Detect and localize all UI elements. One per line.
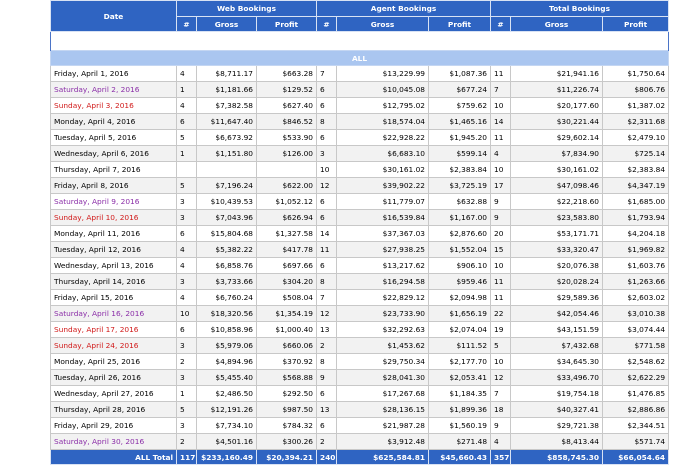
agent-profit-cell: $2,876.60 [429, 226, 491, 242]
total-gross-cell: $21,941.16 [511, 66, 603, 82]
total-profit-cell: $1,793.94 [603, 210, 669, 226]
row-date-cell: Friday, April 29, 2016 [51, 418, 177, 434]
web-count-cell: 2 [177, 354, 197, 370]
total-count-cell: 17 [491, 178, 511, 194]
agent-profit-cell: $1,945.20 [429, 130, 491, 146]
total-profit-cell: $2,603.02 [603, 290, 669, 306]
web-profit-cell [257, 162, 317, 178]
web-profit-cell: $784.32 [257, 418, 317, 434]
row-date-cell: Sunday, April 10, 2016 [51, 210, 177, 226]
row-date-cell: Thursday, April 14, 2016 [51, 274, 177, 290]
agent-profit-cell: $2,074.04 [429, 322, 491, 338]
agent-count-cell: 6 [317, 418, 337, 434]
agent-gross-cell: $27,938.25 [337, 242, 429, 258]
total-gross-cell: $29,602.14 [511, 130, 603, 146]
total-gross-cell: $20,076.38 [511, 258, 603, 274]
web-profit-cell: $1,327.58 [257, 226, 317, 242]
total-profit-cell: $1,263.66 [603, 274, 669, 290]
web-gross-cell: $7,734.10 [197, 418, 257, 434]
web-count-cell: 5 [177, 130, 197, 146]
agent-count-cell: 9 [317, 370, 337, 386]
agent-count-cell: 6 [317, 130, 337, 146]
web-count-cell: 4 [177, 242, 197, 258]
web-gross-cell: $1,151.80 [197, 146, 257, 162]
agent-profit-cell: $1,899.36 [429, 402, 491, 418]
table-row [51, 258, 669, 274]
web-profit-cell: $292.50 [257, 386, 317, 402]
web-gross-cell: $7,382.58 [197, 98, 257, 114]
total-count-cell: 19 [491, 322, 511, 338]
agent-profit-cell: $1,560.19 [429, 418, 491, 434]
web-profit-cell: $300.26 [257, 434, 317, 450]
agent-count-cell: 8 [317, 354, 337, 370]
agent-count-cell: 6 [317, 194, 337, 210]
total-profit-cell: $1,750.64 [603, 66, 669, 82]
web-profit-cell: $1,052.12 [257, 194, 317, 210]
total-gross-cell: $33,496.70 [511, 370, 603, 386]
totals-agent-gross: $625,584.81 [337, 450, 429, 465]
table-row [51, 274, 669, 290]
web-count-cell: 4 [177, 66, 197, 82]
total-profit-cell: $4,204.18 [603, 226, 669, 242]
total-gross-cell: $11,226.74 [511, 82, 603, 98]
total-profit-cell: $2,311.68 [603, 114, 669, 130]
agent-count-cell: 8 [317, 114, 337, 130]
agent-profit-cell: $1,656.19 [429, 306, 491, 322]
row-date-cell: Monday, April 25, 2016 [51, 354, 177, 370]
agent-gross-cell: $16,539.84 [337, 210, 429, 226]
table-row [51, 402, 669, 418]
totals-agent-count: 240 [317, 450, 337, 465]
web-gross-cell: $3,733.66 [197, 274, 257, 290]
total-profit-cell: $1,387.02 [603, 98, 669, 114]
web-profit-cell: $1,354.19 [257, 306, 317, 322]
section-row [51, 51, 669, 66]
total-profit-cell: $2,886.86 [603, 402, 669, 418]
agent-count-cell: 6 [317, 210, 337, 226]
agent-gross-cell: $37,367.03 [337, 226, 429, 242]
total-gross-cell: $20,177.60 [511, 98, 603, 114]
agent-profit-cell: $1,552.04 [429, 242, 491, 258]
web-gross-cell: $4,501.16 [197, 434, 257, 450]
date-column-header[interactable]: Date [51, 1, 177, 32]
agent-gross-cell: $18,574.04 [337, 114, 429, 130]
web-profit-cell: $626.94 [257, 210, 317, 226]
agent-count-cell: 6 [317, 82, 337, 98]
agent-count-cell: 10 [317, 162, 337, 178]
agent-gross-cell: $6,683.10 [337, 146, 429, 162]
agent-count-cell: 12 [317, 306, 337, 322]
total-count-cell: 5 [491, 338, 511, 354]
total-gross-cell: $29,721.38 [511, 418, 603, 434]
web-gross-cell: $5,979.06 [197, 338, 257, 354]
web-count-cell [177, 162, 197, 178]
total-gross-cell: $8,413.44 [511, 434, 603, 450]
total-count-cell: 10 [491, 354, 511, 370]
agent-profit-cell: $271.48 [429, 434, 491, 450]
total-bookings-header[interactable]: Total Bookings [491, 1, 669, 17]
agent-profit-cell: $759.62 [429, 98, 491, 114]
web-profit-cell: $1,000.40 [257, 322, 317, 338]
web-profit-cell: $987.50 [257, 402, 317, 418]
agent-profit-header[interactable]: Profit [429, 17, 491, 32]
total-count-cell: 9 [491, 418, 511, 434]
row-date-cell: Sunday, April 3, 2016 [51, 98, 177, 114]
agent-profit-cell: $1,465.16 [429, 114, 491, 130]
total-profit-cell: $571.74 [603, 434, 669, 450]
agent-profit-cell: $1,167.00 [429, 210, 491, 226]
web-profit-cell: $846.52 [257, 114, 317, 130]
section-label: ALL [51, 51, 669, 66]
total-profit-cell: $1,603.76 [603, 258, 669, 274]
total-gross-cell: $33,320.47 [511, 242, 603, 258]
web-profit-cell: $663.28 [257, 66, 317, 82]
web-count-cell: 10 [177, 306, 197, 322]
web-gross-cell: $18,320.56 [197, 306, 257, 322]
web-profit-cell: $697.66 [257, 258, 317, 274]
totals-label: ALL Total [51, 450, 177, 465]
web-count-cell: 1 [177, 82, 197, 98]
agent-profit-cell: $2,094.98 [429, 290, 491, 306]
total-gross-cell: $47,098.46 [511, 178, 603, 194]
agent-profit-cell: $677.24 [429, 82, 491, 98]
total-profit-cell: $1,476.85 [603, 386, 669, 402]
agent-profit-cell: $2,177.70 [429, 354, 491, 370]
agent-count-cell: 13 [317, 322, 337, 338]
total-profit-cell: $1,685.00 [603, 194, 669, 210]
web-gross-cell: $10,858.96 [197, 322, 257, 338]
header-row-groups [51, 1, 669, 17]
web-gross-cell: $5,455.40 [197, 370, 257, 386]
web-count-cell: 1 [177, 386, 197, 402]
total-count-cell: 20 [491, 226, 511, 242]
web-profit-cell: $622.00 [257, 178, 317, 194]
web-profit-cell: $126.00 [257, 146, 317, 162]
agent-profit-cell: $632.88 [429, 194, 491, 210]
total-count-cell: 14 [491, 114, 511, 130]
agent-profit-cell: $906.10 [429, 258, 491, 274]
web-profit-cell: $129.52 [257, 82, 317, 98]
total-count-cell: 15 [491, 242, 511, 258]
agent-bookings-header[interactable]: Agent Bookings [317, 1, 491, 17]
web-profit-header[interactable]: Profit [257, 17, 317, 32]
total-gross-cell: $30,221.44 [511, 114, 603, 130]
web-count-cell: 3 [177, 210, 197, 226]
row-date-cell: Friday, April 1, 2016 [51, 66, 177, 82]
totals-total-count: 357 [491, 450, 511, 465]
bookings-table [50, 0, 669, 465]
web-count-cell: 3 [177, 418, 197, 434]
row-date-cell: Sunday, April 24, 2016 [51, 338, 177, 354]
web-count-cell: 2 [177, 434, 197, 450]
total-profit-cell: $725.14 [603, 146, 669, 162]
web-count-cell: 3 [177, 370, 197, 386]
table-row [51, 210, 669, 226]
row-date-cell: Saturday, April 2, 2016 [51, 82, 177, 98]
agent-profit-cell: $111.52 [429, 338, 491, 354]
table-row [51, 242, 669, 258]
agent-count-cell: 7 [317, 290, 337, 306]
total-gross-cell: $29,589.36 [511, 290, 603, 306]
web-gross-cell: $15,804.68 [197, 226, 257, 242]
total-count-cell: 7 [491, 82, 511, 98]
web-gross-header[interactable]: Gross [197, 17, 257, 32]
agent-count-cell: 6 [317, 258, 337, 274]
web-count-cell: 6 [177, 226, 197, 242]
web-profit-cell: $370.92 [257, 354, 317, 370]
web-profit-cell: $568.88 [257, 370, 317, 386]
total-gross-cell: $20,028.24 [511, 274, 603, 290]
web-count-cell: 4 [177, 258, 197, 274]
total-profit-cell: $2,548.62 [603, 354, 669, 370]
agent-gross-cell: $21,987.28 [337, 418, 429, 434]
table-row [51, 194, 669, 210]
row-date-cell: Monday, April 4, 2016 [51, 114, 177, 130]
agent-count-cell: 6 [317, 386, 337, 402]
total-count-cell: 7 [491, 386, 511, 402]
web-gross-cell: $6,858.76 [197, 258, 257, 274]
table-row [51, 306, 669, 322]
agent-gross-cell: $32,292.63 [337, 322, 429, 338]
table-row [51, 130, 669, 146]
web-count-cell: 6 [177, 114, 197, 130]
row-date-cell: Saturday, April 16, 2016 [51, 306, 177, 322]
agent-gross-cell: $22,928.22 [337, 130, 429, 146]
row-date-cell: Saturday, April 30, 2016 [51, 434, 177, 450]
agent-count-cell: 14 [317, 226, 337, 242]
row-date-cell: Friday, April 8, 2016 [51, 178, 177, 194]
total-profit-cell: $2,344.51 [603, 418, 669, 434]
agent-count-cell: 2 [317, 338, 337, 354]
total-count-cell: 10 [491, 258, 511, 274]
web-gross-cell: $1,181.66 [197, 82, 257, 98]
total-count-header[interactable]: # [491, 17, 511, 32]
total-gross-cell: $34,645.30 [511, 354, 603, 370]
row-date-cell: Thursday, April 7, 2016 [51, 162, 177, 178]
agent-count-cell: 2 [317, 434, 337, 450]
total-count-cell: 10 [491, 162, 511, 178]
row-date-cell: Tuesday, April 26, 2016 [51, 370, 177, 386]
total-count-cell: 9 [491, 210, 511, 226]
agent-gross-cell: $28,136.15 [337, 402, 429, 418]
spacer-cell [51, 32, 669, 51]
total-gross-cell: $42,054.46 [511, 306, 603, 322]
table-row [51, 66, 669, 82]
web-profit-cell: $533.90 [257, 130, 317, 146]
total-gross-cell: $43,151.59 [511, 322, 603, 338]
web-gross-cell: $12,191.26 [197, 402, 257, 418]
agent-count-cell: 6 [317, 98, 337, 114]
agent-gross-cell: $12,795.02 [337, 98, 429, 114]
web-gross-cell: $11,647.40 [197, 114, 257, 130]
table-row [51, 418, 669, 434]
web-count-header[interactable]: # [177, 17, 197, 32]
total-count-cell: 22 [491, 306, 511, 322]
total-gross-cell: $7,834.90 [511, 146, 603, 162]
row-date-cell: Wednesday, April 27, 2016 [51, 386, 177, 402]
totals-row [51, 450, 669, 465]
table-row [51, 146, 669, 162]
agent-profit-cell: $2,053.41 [429, 370, 491, 386]
table-row [51, 322, 669, 338]
agent-gross-cell: $29,750.34 [337, 354, 429, 370]
web-count-cell: 3 [177, 274, 197, 290]
agent-gross-cell: $28,041.30 [337, 370, 429, 386]
agent-gross-cell: $39,902.22 [337, 178, 429, 194]
web-gross-cell: $7,043.96 [197, 210, 257, 226]
agent-gross-cell: $23,733.90 [337, 306, 429, 322]
totals-total-profit: $66,054.64 [603, 450, 669, 465]
agent-gross-cell: $1,453.62 [337, 338, 429, 354]
total-count-cell: 11 [491, 130, 511, 146]
row-date-cell: Friday, April 15, 2016 [51, 290, 177, 306]
agent-gross-cell: $13,217.62 [337, 258, 429, 274]
agent-count-cell: 12 [317, 178, 337, 194]
total-count-cell: 11 [491, 66, 511, 82]
agent-profit-cell: $2,383.84 [429, 162, 491, 178]
total-profit-cell: $2,622.29 [603, 370, 669, 386]
agent-gross-cell: $10,045.08 [337, 82, 429, 98]
agent-gross-cell: $30,161.02 [337, 162, 429, 178]
web-profit-cell: $508.04 [257, 290, 317, 306]
web-gross-cell: $7,196.24 [197, 178, 257, 194]
row-date-cell: Sunday, April 17, 2016 [51, 322, 177, 338]
total-count-cell: 4 [491, 146, 511, 162]
total-profit-cell: $4,347.19 [603, 178, 669, 194]
bookings-report [50, 0, 666, 465]
table-row [51, 82, 669, 98]
web-count-cell: 1 [177, 146, 197, 162]
web-count-cell: 3 [177, 338, 197, 354]
web-gross-cell: $5,382.22 [197, 242, 257, 258]
agent-gross-header[interactable]: Gross [337, 17, 429, 32]
web-gross-cell: $4,894.96 [197, 354, 257, 370]
total-count-cell: 4 [491, 434, 511, 450]
totals-web-profit: $20,394.21 [257, 450, 317, 465]
agent-gross-cell: $11,779.07 [337, 194, 429, 210]
total-count-cell: 9 [491, 194, 511, 210]
total-profit-cell: $2,479.10 [603, 130, 669, 146]
table-row [51, 226, 669, 242]
table-row [51, 354, 669, 370]
agent-gross-cell: $22,829.12 [337, 290, 429, 306]
table-row [51, 98, 669, 114]
totals-agent-profit: $45,660.43 [429, 450, 491, 465]
row-date-cell: Tuesday, April 12, 2016 [51, 242, 177, 258]
web-count-cell: 6 [177, 322, 197, 338]
agent-gross-cell: $3,912.48 [337, 434, 429, 450]
row-date-cell: Monday, April 11, 2016 [51, 226, 177, 242]
agent-count-cell: 3 [317, 146, 337, 162]
web-count-cell: 3 [177, 194, 197, 210]
total-gross-cell: $7,432.68 [511, 338, 603, 354]
web-profit-cell: $417.78 [257, 242, 317, 258]
total-count-cell: 11 [491, 274, 511, 290]
agent-profit-cell: $3,725.19 [429, 178, 491, 194]
table-row [51, 290, 669, 306]
web-count-cell: 5 [177, 178, 197, 194]
total-gross-header[interactable]: Gross [511, 17, 603, 32]
web-profit-cell: $660.06 [257, 338, 317, 354]
web-count-cell: 4 [177, 290, 197, 306]
total-profit-cell: $3,074.44 [603, 322, 669, 338]
web-profit-cell: $627.40 [257, 98, 317, 114]
agent-gross-cell: $13,229.99 [337, 66, 429, 82]
totals-web-count: 117 [177, 450, 197, 465]
totals-total-gross: $858,745.30 [511, 450, 603, 465]
total-gross-cell: $53,171.71 [511, 226, 603, 242]
web-gross-cell: $6,760.24 [197, 290, 257, 306]
total-count-cell: 18 [491, 402, 511, 418]
web-bookings-header[interactable]: Web Bookings [177, 1, 317, 17]
table-row [51, 386, 669, 402]
web-profit-cell: $304.20 [257, 274, 317, 290]
total-profit-cell: $2,383.84 [603, 162, 669, 178]
agent-count-cell: 11 [317, 242, 337, 258]
row-date-cell: Wednesday, April 6, 2016 [51, 146, 177, 162]
web-gross-cell [197, 162, 257, 178]
agent-profit-cell: $959.46 [429, 274, 491, 290]
agent-count-cell: 13 [317, 402, 337, 418]
web-count-cell: 5 [177, 402, 197, 418]
web-count-cell: 4 [177, 98, 197, 114]
total-gross-cell: $19,754.18 [511, 386, 603, 402]
agent-gross-cell: $16,294.58 [337, 274, 429, 290]
web-gross-cell: $8,711.17 [197, 66, 257, 82]
total-gross-cell: $22,218.60 [511, 194, 603, 210]
table-row [51, 370, 669, 386]
agent-count-cell: 8 [317, 274, 337, 290]
total-profit-cell: $806.76 [603, 82, 669, 98]
agent-profit-cell: $599.14 [429, 146, 491, 162]
web-gross-cell: $6,673.92 [197, 130, 257, 146]
table-row [51, 178, 669, 194]
total-count-cell: 10 [491, 98, 511, 114]
agent-count-header[interactable]: # [317, 17, 337, 32]
total-profit-cell: $771.58 [603, 338, 669, 354]
table-row [51, 114, 669, 130]
total-profit-cell: $1,969.82 [603, 242, 669, 258]
row-date-cell: Tuesday, April 5, 2016 [51, 130, 177, 146]
table-body [51, 32, 669, 450]
total-profit-header[interactable]: Profit [603, 17, 669, 32]
spacer-row [51, 32, 669, 51]
totals-web-gross: $233,160.49 [197, 450, 257, 465]
total-gross-cell: $23,583.80 [511, 210, 603, 226]
agent-profit-cell: $1,184.35 [429, 386, 491, 402]
total-gross-cell: $30,161.02 [511, 162, 603, 178]
total-profit-cell: $3,010.38 [603, 306, 669, 322]
total-count-cell: 11 [491, 290, 511, 306]
row-date-cell: Saturday, April 9, 2016 [51, 194, 177, 210]
table-row [51, 434, 669, 450]
total-count-cell: 12 [491, 370, 511, 386]
agent-count-cell: 7 [317, 66, 337, 82]
table-row [51, 338, 669, 354]
web-gross-cell: $10,439.53 [197, 194, 257, 210]
table-row [51, 162, 669, 178]
agent-gross-cell: $17,267.68 [337, 386, 429, 402]
web-gross-cell: $2,486.50 [197, 386, 257, 402]
agent-profit-cell: $1,087.36 [429, 66, 491, 82]
row-date-cell: Wednesday, April 13, 2016 [51, 258, 177, 274]
total-gross-cell: $40,327.41 [511, 402, 603, 418]
row-date-cell: Thursday, April 28, 2016 [51, 402, 177, 418]
